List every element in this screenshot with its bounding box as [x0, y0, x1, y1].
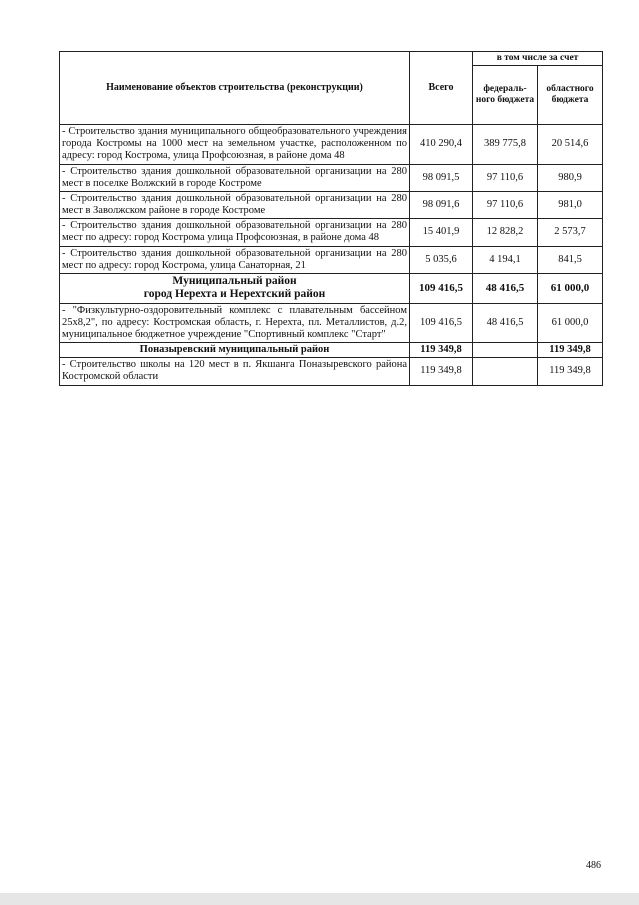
table-row	[60, 303, 603, 343]
row-federal: 12 828,2	[473, 219, 538, 246]
row-regional: 61 000,0	[538, 303, 603, 343]
row-federal: 389 775,8	[473, 125, 538, 165]
row-regional: 2 573,7	[538, 219, 603, 246]
table-row	[60, 219, 603, 246]
section-total: 109 416,5	[410, 273, 473, 303]
section-name-line2: город Нерехта и Нерехтский район	[143, 288, 326, 301]
row-regional: 841,5	[538, 246, 603, 273]
row-federal: 4 194,1	[473, 246, 538, 273]
header-row	[60, 52, 603, 66]
table-row	[60, 246, 603, 273]
budget-table	[59, 51, 603, 386]
row-total: 109 416,5	[410, 303, 473, 343]
row-name: - Строительство здания дошкольной образовательной организации на 280 мест по адресу: город Кострома, улица Санаторная, 21	[60, 246, 410, 273]
row-federal	[473, 358, 538, 385]
table-row	[60, 125, 603, 165]
scan-bottom-edge	[0, 893, 639, 905]
row-name: - Строительство здания муниципального общеобразовательного учреждения города Костромы на 1000 мест на земельном участке, расположенном по адресу: город Кострома, улица Профсоюзная, в районе дома 48	[60, 125, 410, 165]
section-total: 119 349,8	[410, 343, 473, 358]
row-name: - Строительство здания дошкольной образовательной организации на 280 мест в Заволжском районе в городе Костроме	[60, 191, 410, 218]
section-row-ponazyrevo	[60, 343, 603, 358]
header-regional: областного бюджета	[538, 66, 603, 125]
section-federal	[473, 343, 538, 358]
section-name-line1: Муниципальный район	[172, 274, 297, 287]
row-name: - "Физкультурно-оздоровительный комплекс с плавательным бассейном 25х8,2", по адресу: Костромская область, г. Нерехта, пл. Металлистов, д.2, муниципальное бюджетное учреждение "Спортивный комплекс "Старт"	[60, 303, 410, 343]
table-row	[60, 358, 603, 385]
row-federal: 97 110,6	[473, 164, 538, 191]
header-group: в том числе за счет	[473, 52, 603, 66]
table-row	[60, 164, 603, 191]
row-name: - Строительство здания дошкольной образовательной организации на 280 мест по адресу: город Кострома улица Профсоюзная, в районе дома 48	[60, 219, 410, 246]
row-total: 98 091,5	[410, 164, 473, 191]
row-regional: 119 349,8	[538, 358, 603, 385]
row-federal: 48 416,5	[473, 303, 538, 343]
header-federal: федераль-ного бюджета	[473, 66, 538, 125]
row-regional: 980,9	[538, 164, 603, 191]
row-regional: 20 514,6	[538, 125, 603, 165]
row-name: - Строительство здания дошкольной образовательной организации на 280 мест в поселке Волжский в городе Костроме	[60, 164, 410, 191]
page-number: 486	[586, 860, 601, 871]
row-total: 119 349,8	[410, 358, 473, 385]
section-name	[60, 273, 410, 303]
row-total: 5 035,6	[410, 246, 473, 273]
header-name: Наименование объектов строительства (реконструкции)	[60, 52, 410, 125]
section-regional: 61 000,0	[538, 273, 603, 303]
section-name: Поназыревский муниципальный район	[60, 343, 410, 358]
row-federal: 97 110,6	[473, 191, 538, 218]
section-federal: 48 416,5	[473, 273, 538, 303]
row-total: 15 401,9	[410, 219, 473, 246]
row-total: 410 290,4	[410, 125, 473, 165]
section-row-nerekhta	[60, 273, 603, 303]
section-regional: 119 349,8	[538, 343, 603, 358]
row-total: 98 091,6	[410, 191, 473, 218]
table-row	[60, 191, 603, 218]
header-total: Всего	[410, 52, 473, 125]
row-regional: 981,0	[538, 191, 603, 218]
row-name: - Строительство школы на 120 мест в п. Якшанга Поназыревского района Костромской области	[60, 358, 410, 385]
